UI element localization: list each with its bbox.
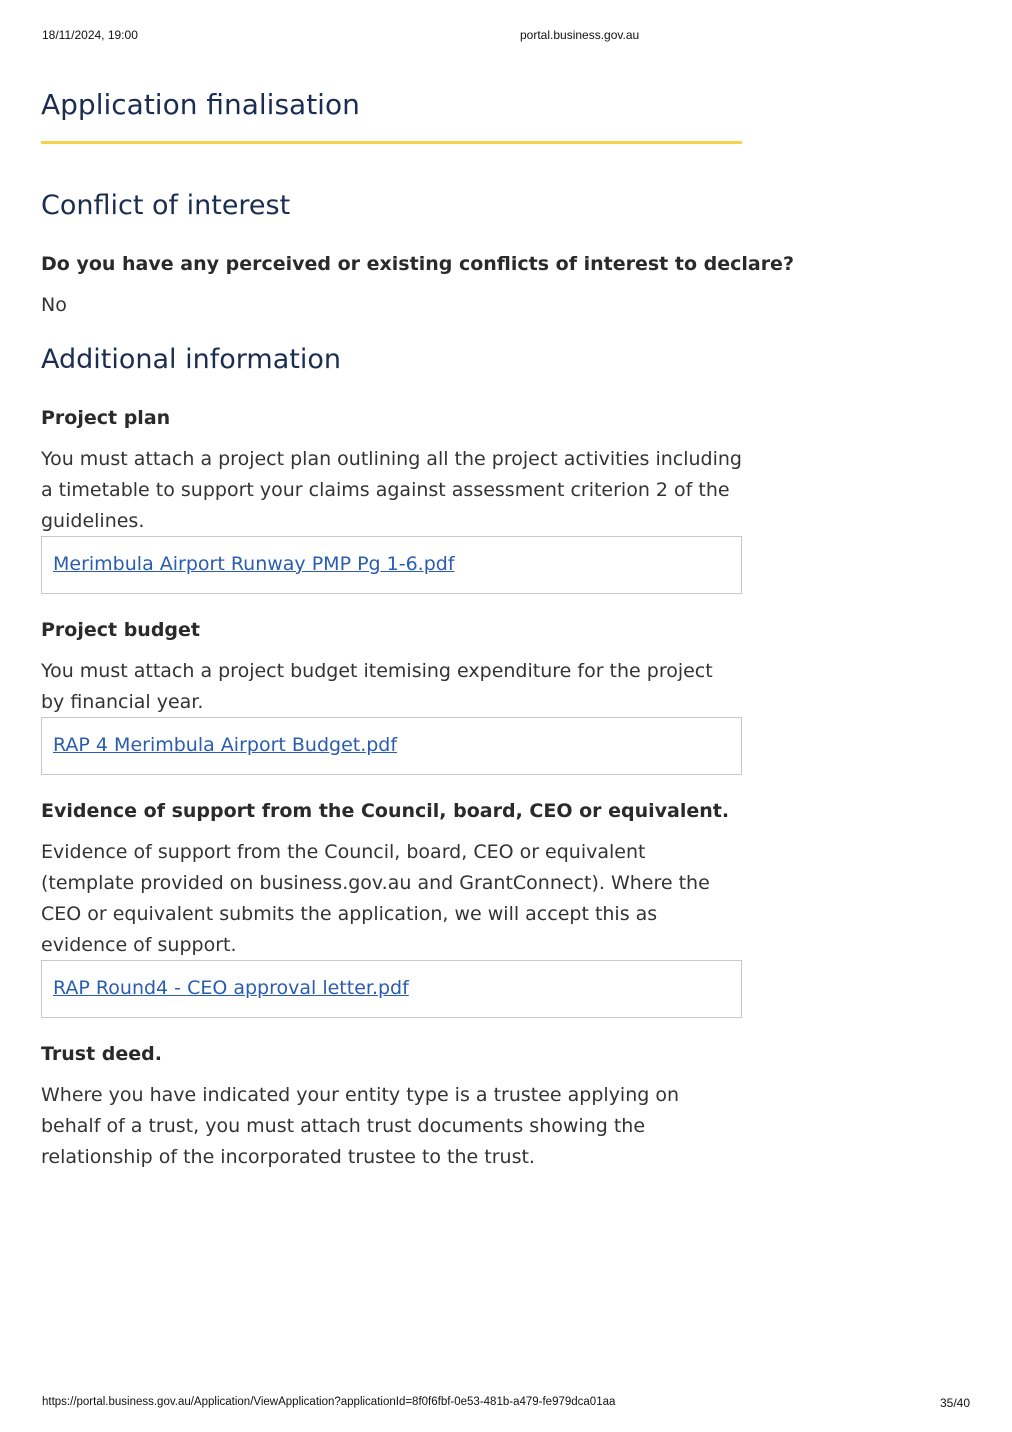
project-plan-attachment: [41, 536, 742, 594]
page-title: Application finalisation: [41, 88, 360, 121]
evidence-of-support-description: Evidence of support from the Council, board, CEO or equivalent (template provided on business.gov.au and GrantConnect). Where the CEO or equivalent submits the application, we will accept this as evidence of support.: [41, 841, 710, 956]
trust-deed-description: Where you have indicated your entity type is a trustee applying on behalf of a trust, you must attach trust documents showing the relationship of the incorporated trustee to the trust.: [41, 1084, 680, 1168]
project-budget-attachment: [41, 717, 742, 775]
evidence-of-support-attachment: [41, 960, 742, 1018]
conflict-of-interest-question: Do you have any perceived or existing conflicts of interest to declare?: [41, 253, 794, 275]
project-budget-description: You must attach a project budget itemising expenditure for the project by financial year.: [41, 660, 713, 713]
evidence-of-support-label: Evidence of support from the Council, board, CEO or equivalent.: [41, 800, 730, 822]
title-divider: [41, 141, 742, 144]
trust-deed-label: Trust deed.: [41, 1043, 162, 1065]
conflict-of-interest-answer: No: [41, 294, 67, 316]
print-page-number: 35/40: [940, 1396, 971, 1410]
project-plan-label: Project plan: [41, 407, 171, 429]
project-plan-file-link[interactable]: Merimbula Airport Runway PMP Pg 1-6.pdf: [53, 553, 455, 575]
project-budget-label: Project budget: [41, 619, 201, 641]
additional-information-heading: Additional information: [41, 344, 341, 375]
print-site: portal.business.gov.au: [520, 28, 640, 42]
project-plan-description: You must attach a project plan outlining all the project activities including a timetable to support your claims against assessment criterion 2 of the guidelines.: [41, 448, 742, 532]
print-datetime: 18/11/2024, 19:00: [42, 28, 138, 42]
evidence-of-support-file-link[interactable]: RAP Round4 - CEO approval letter.pdf: [53, 977, 409, 999]
print-url: https://portal.business.gov.au/Application/ViewApplication?applicationId=8f0f6fbf-0e53-481b-a479-fe979dca01aa: [42, 1396, 616, 1408]
conflict-of-interest-heading: Conflict of interest: [41, 190, 291, 221]
project-budget-file-link[interactable]: RAP 4 Merimbula Airport Budget.pdf: [53, 734, 398, 756]
